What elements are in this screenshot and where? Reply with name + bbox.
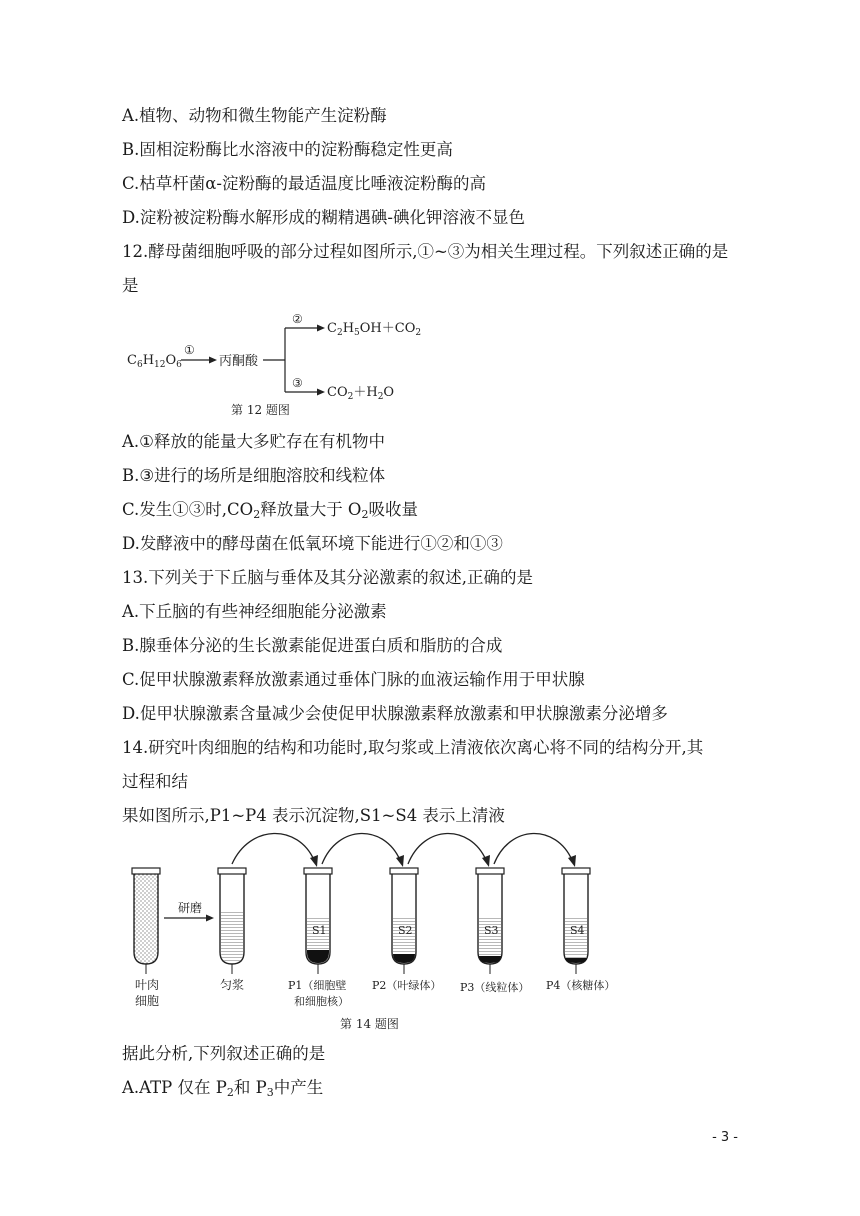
q12-option-c: C.发生①③时$,CO_2$释放量大于 $O_2$吸收量 [122,500,418,521]
step1-arrowhead [209,357,217,364]
q13-option-a: A.下丘脑的有些神经细胞能分泌激素 [122,602,387,621]
label-leaf-cells: 叶肉 [135,978,160,992]
q11-option-d: D.淀粉被淀粉酶水解形成的糊精遇碘-碘化钾溶液不显色 [122,208,525,227]
aerobic-products: $CO_2+H_2O$ [327,385,395,402]
transfer-arrow-1 [232,833,314,864]
tube-s4 [562,868,590,974]
q12-figure-caption: 第 12 题图 [231,403,290,417]
q13-option-d: D.促甲状腺激素含量减少会使促甲状腺激素释放激素和甲状腺激素分泌增多 [122,704,668,723]
step2-label: ② [292,312,303,326]
q11-option-b: B.固相淀粉酶比水溶液中的淀粉酶稳定性更高 [122,140,453,159]
q14-stem: 14.研究叶肉细胞的结构和功能时,取匀浆或上清液依次离心将不同的结构分开,其 [122,738,704,757]
transfer-arrowhead-4 [568,855,576,867]
page-number: - 3 - [712,1130,738,1145]
transfer-arrowhead-1 [310,855,318,867]
q12-option-b: B.③进行的场所是细胞溶胶和线粒体 [122,466,386,485]
branch-arrowhead-2 [317,325,325,332]
ethanol-products: $C_2H_5OH+CO_2$ [327,321,422,338]
q14-centrifuge-diagram [122,830,642,1035]
transfer-arrow-3 [408,833,486,864]
label-p1: P1（细胞壁 [288,979,347,992]
label-p2: P2（叶绿体） [372,979,442,992]
q12-stem-cont: 是 [122,276,139,295]
q13-stem: 13.下列关于下丘脑与垂体及其分泌激素的叙述,正确的是 [122,568,533,587]
tube-homogenate [218,868,246,974]
label-p3: P3（线粒体） [460,981,530,994]
step3-label: ③ [292,376,303,390]
tube-s2 [390,868,418,974]
transfer-arrowhead-3 [482,855,490,867]
tube-s1 [304,868,332,974]
q14-figure-caption: 第 14 题图 [340,1017,399,1031]
transfer-arrow-4 [494,833,572,864]
q13-option-b: B.腺垂体分泌的生长激素能促进蛋白质和脂肪的合成 [122,636,503,655]
transfer-arrowhead-2 [396,855,404,867]
q12-stem: 12.酵母菌细胞呼吸的部分过程如图所示,①~③为相关生理过程。下列叙述正确的是 [122,242,729,261]
q13-option-c: C.促甲状腺激素释放激素通过垂体门脉的血液运输作用于甲状腺 [122,670,585,689]
tube-leaf-cells [132,868,160,974]
glucose-formula: $C_6H_{12}O_6$ [127,353,182,370]
pyruvate-label: 丙酮酸 [219,354,259,369]
q14-stem-cont: 过程和结 [122,772,188,791]
label-p4: P4（核糖体） [546,979,616,992]
grind-label: 研磨 [178,901,203,915]
tube-s3 [476,868,504,974]
label-homogenate: 匀浆 [220,978,245,992]
label-leaf-cells-2: 细胞 [135,994,160,1008]
q14-option-a: A.ATP 仅在 $P_2$和 $P_3$中产生 [122,1078,324,1099]
label-s4: S4 [570,924,585,937]
branch-arrowhead-3 [317,389,325,396]
label-s1: S1 [312,924,327,937]
q12-respiration-diagram [125,308,425,418]
q12-option-a: A.①释放的能量大多贮存在有机物中 [122,432,385,451]
grind-arrowhead [206,915,214,922]
q12-option-d: D.发酵液中的酵母菌在低氧环境下能进行①②和①③ [122,534,503,553]
transfer-arrow-2 [322,833,400,864]
step1-label: ① [184,343,195,357]
label-s3: S3 [484,924,499,937]
q11-option-a: A.植物、动物和微生物能产生淀粉酶 [122,106,387,125]
label-p1-2: 和细胞核） [294,995,349,1008]
label-s2: S2 [398,924,413,937]
q14-stem-cont2: 果如图所示,P1~P4 表示沉淀物,S1~S4 表示上清液 [122,806,505,825]
q11-option-c: C.枯草杆菌α-淀粉酶的最适温度比唾液淀粉酶的高 [122,174,486,193]
q14-followup: 据此分析,下列叙述正确的是 [122,1044,326,1063]
